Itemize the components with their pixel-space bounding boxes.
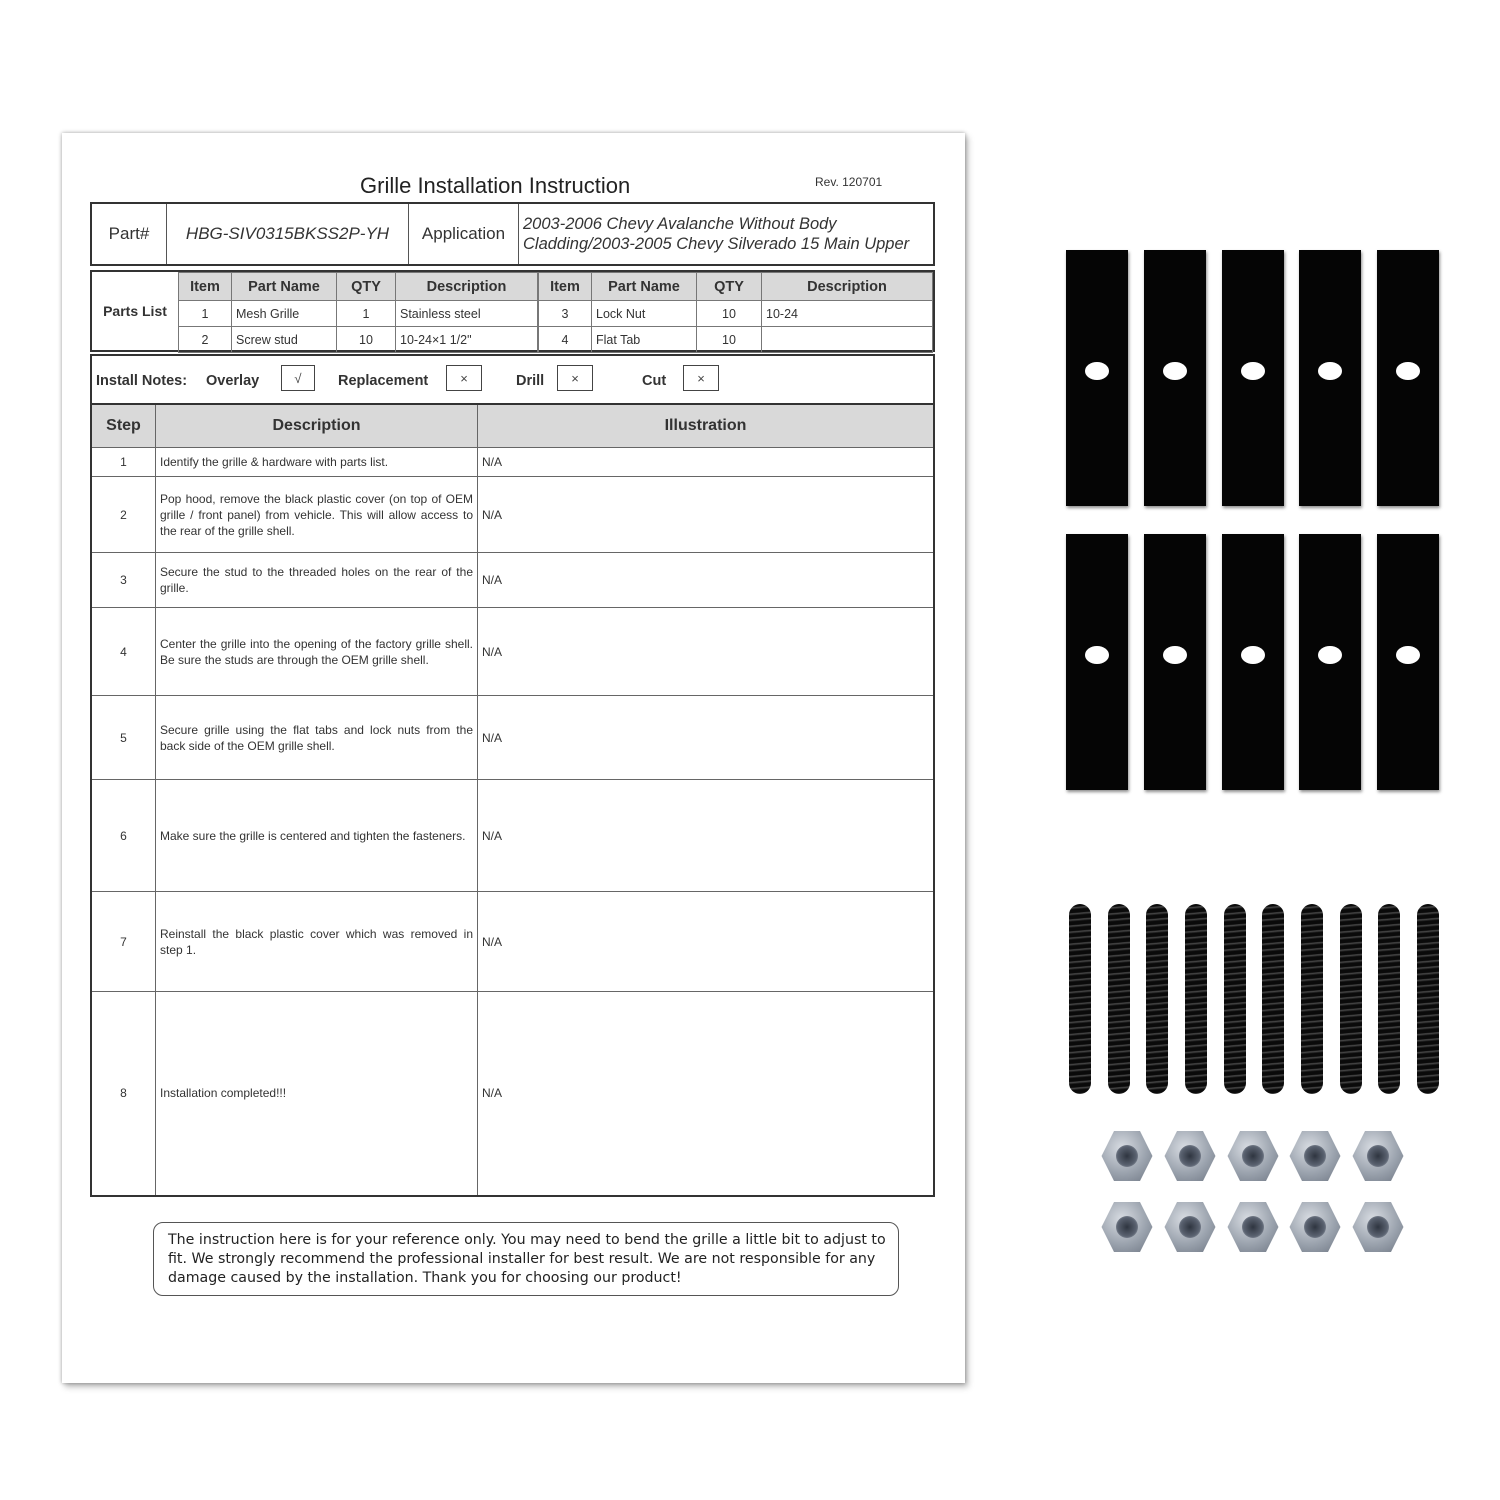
tab-hole xyxy=(1396,362,1420,380)
parts-item: 3 xyxy=(539,301,592,327)
screw-stud xyxy=(1340,904,1362,1094)
screw-stud xyxy=(1301,904,1323,1094)
parts-row xyxy=(179,301,538,327)
parts-table-left xyxy=(178,272,538,353)
tab-hole xyxy=(1318,362,1342,380)
screw-stud xyxy=(1262,904,1284,1094)
step-illustration: N/A xyxy=(478,780,935,892)
step-illustration: N/A xyxy=(478,992,935,1196)
option-replacement-checkbox: × xyxy=(446,365,482,391)
parts-desc xyxy=(762,327,933,353)
part-number: HBG-SIV0315BKSS2P-YH xyxy=(167,204,409,264)
step-number: 3 xyxy=(91,553,156,608)
parts-qty: 10 xyxy=(697,301,762,327)
parts-name: Lock Nut xyxy=(592,301,697,327)
lock-nut xyxy=(1227,1201,1279,1253)
option-drill-checkbox: × xyxy=(557,365,593,391)
step-number: 8 xyxy=(91,992,156,1196)
step-description: Secure the stud to the threaded holes on the rear of the grille. xyxy=(156,553,478,608)
steps-table xyxy=(90,403,935,1197)
parts-qty: 10 xyxy=(337,327,396,353)
step-illustration: N/A xyxy=(478,448,935,477)
step-row xyxy=(91,780,934,892)
option-replacement-label: Replacement xyxy=(338,373,429,389)
screw-stud xyxy=(1417,904,1439,1094)
step-number: 5 xyxy=(91,696,156,780)
step-description: Pop hood, remove the black plastic cover (on top of OEM grille / front panel) from vehicle. This will allow access to the rear of the grille shell. xyxy=(156,477,478,553)
flat-tab xyxy=(1377,534,1439,790)
lock-nut xyxy=(1352,1201,1404,1253)
lock-nut xyxy=(1352,1130,1404,1182)
step-number: 2 xyxy=(91,477,156,553)
parts-desc: 10-24 xyxy=(762,301,933,327)
lock-nut xyxy=(1289,1130,1341,1182)
step-number: 4 xyxy=(91,608,156,696)
flat-tab xyxy=(1222,250,1284,506)
step-row xyxy=(91,696,934,780)
step-row xyxy=(91,892,934,992)
lock-nut xyxy=(1164,1130,1216,1182)
flat-tab xyxy=(1299,250,1361,506)
col-qty: QTY xyxy=(337,273,396,301)
screw-stud xyxy=(1069,904,1091,1094)
step-row xyxy=(91,992,934,1196)
parts-list-label: Parts List xyxy=(92,272,179,350)
parts-name: Mesh Grille xyxy=(232,301,337,327)
option-cut-label: Cut xyxy=(642,373,667,389)
flat-tab xyxy=(1299,534,1361,790)
instruction-sheet xyxy=(62,133,965,1383)
flat-tab xyxy=(1377,250,1439,506)
option-overlay-label: Overlay xyxy=(206,373,260,389)
parts-qty: 1 xyxy=(337,301,396,327)
screw-stud xyxy=(1185,904,1207,1094)
option-drill-label: Drill xyxy=(516,373,545,389)
application-label: Application xyxy=(409,204,519,264)
step-illustration: N/A xyxy=(478,608,935,696)
lock-nut xyxy=(1101,1201,1153,1253)
parts-name: Screw stud xyxy=(232,327,337,353)
parts-row xyxy=(539,327,933,353)
install-notes-label: Install Notes: xyxy=(96,373,188,389)
parts-row xyxy=(179,327,538,353)
screw-stud xyxy=(1108,904,1130,1094)
step-description: Reinstall the black plastic cover which was removed in step 1. xyxy=(156,892,478,992)
col-part-name: Part Name xyxy=(232,273,337,301)
parts-desc: Stainless steel xyxy=(396,301,538,327)
install-notes xyxy=(90,354,935,404)
part-header xyxy=(90,202,935,266)
col-description: Description xyxy=(396,273,538,301)
parts-table-right xyxy=(538,272,933,353)
screw-stud xyxy=(1146,904,1168,1094)
flat-tab xyxy=(1066,534,1128,790)
step-row xyxy=(91,553,934,608)
col-illustration: Illustration xyxy=(478,404,935,448)
parts-qty: 10 xyxy=(697,327,762,353)
step-row xyxy=(91,608,934,696)
option-overlay-checkbox: √ xyxy=(281,365,315,391)
col-part-name: Part Name xyxy=(592,273,697,301)
parts-item: 4 xyxy=(539,327,592,353)
screw-stud xyxy=(1378,904,1400,1094)
part-label: Part# xyxy=(92,204,167,264)
revision-label: Rev. 120701 xyxy=(815,175,883,189)
col-qty: QTY xyxy=(697,273,762,301)
step-illustration: N/A xyxy=(478,553,935,608)
parts-desc: 10-24×1 1/2" xyxy=(396,327,538,353)
step-description: Identify the grille & hardware with parts list. xyxy=(156,448,478,477)
tab-hole xyxy=(1163,646,1187,664)
tab-hole xyxy=(1396,646,1420,664)
step-illustration: N/A xyxy=(478,696,935,780)
lock-nut xyxy=(1164,1201,1216,1253)
step-row xyxy=(91,448,934,477)
step-number: 7 xyxy=(91,892,156,992)
tab-hole xyxy=(1241,362,1265,380)
flat-tab xyxy=(1222,534,1284,790)
col-item: Item xyxy=(539,273,592,301)
step-description: Secure grille using the flat tabs and lock nuts from the back side of the OEM grille shell. xyxy=(156,696,478,780)
screw-stud xyxy=(1224,904,1246,1094)
parts-item: 1 xyxy=(179,301,232,327)
step-row xyxy=(91,477,934,553)
parts-name: Flat Tab xyxy=(592,327,697,353)
lock-nut xyxy=(1289,1201,1341,1253)
col-step-description: Description xyxy=(156,404,478,448)
col-item: Item xyxy=(179,273,232,301)
parts-row xyxy=(539,301,933,327)
tab-hole xyxy=(1318,646,1342,664)
tab-hole xyxy=(1085,646,1109,664)
flat-tab xyxy=(1066,250,1128,506)
step-illustration: N/A xyxy=(478,892,935,992)
lock-nut xyxy=(1101,1130,1153,1182)
sheet-title: Grille Installation Instruction xyxy=(360,173,631,198)
disclaimer-note: The instruction here is for your reference only. You may need to bend the grille a little bit to adjust to fit. We strongly recommend the professional installer for best result. We are not responsible for any damage caused by the installation. Thank you for choosing our product! xyxy=(153,1222,899,1296)
col-step: Step xyxy=(91,404,156,448)
flat-tab xyxy=(1144,250,1206,506)
flat-tab xyxy=(1144,534,1206,790)
tab-hole xyxy=(1163,362,1187,380)
step-description: Make sure the grille is centered and tighten the fasteners. xyxy=(156,780,478,892)
step-number: 6 xyxy=(91,780,156,892)
parts-list xyxy=(90,270,935,352)
step-number: 1 xyxy=(91,448,156,477)
step-description: Installation completed!!! xyxy=(156,992,478,1196)
lock-nut xyxy=(1227,1130,1279,1182)
tab-hole xyxy=(1241,646,1265,664)
step-illustration: N/A xyxy=(478,477,935,553)
option-cut-checkbox: × xyxy=(683,365,719,391)
parts-item: 2 xyxy=(179,327,232,353)
col-description: Description xyxy=(762,273,933,301)
tab-hole xyxy=(1085,362,1109,380)
application-value: 2003-2006 Chevy Avalanche Without Body Cladding/2003-2005 Chevy Silverado 15 Main Upper xyxy=(523,215,910,253)
step-description: Center the grille into the opening of the factory grille shell. Be sure the studs are through the OEM grille shell. xyxy=(156,608,478,696)
